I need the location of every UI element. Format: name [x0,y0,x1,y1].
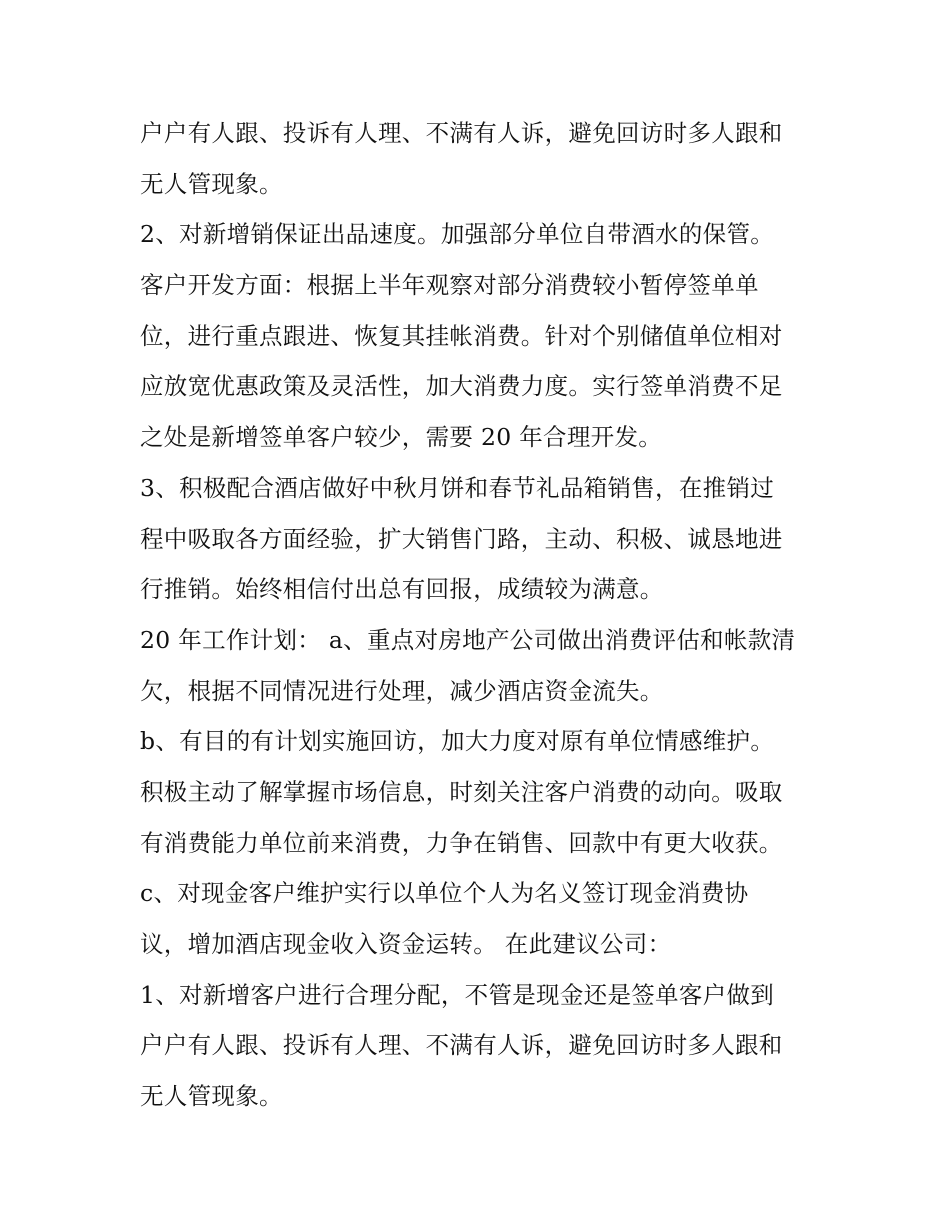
text-line: 位，进行重点跟进、恢复其挂帐消费。针对个别储值单位相对 [140,321,783,350]
text-line: 行推销。始终相信付出总有回报，成绩较为满意。 [140,575,664,604]
text-line: 无人管现象。 [140,1082,283,1111]
text-line: 客户开发方面：根据上半年观察对部分消费较小暂停签单单 [140,271,759,300]
text-line: 欠，根据不同情况进行处理，减少酒店资金流失。 [140,676,664,705]
text-line: 户户有人跟、投诉有人理、不满有人诉，避免回访时多人跟和 [140,119,783,147]
document-body [140,108,830,1122]
text-line: 无人管现象。 [140,169,283,198]
text-line: 之处是新增签单客户较少，需要 20 年合理开发。 [140,423,663,452]
text-line: c、对现金客户维护实行以单位个人为名义签订现金消费协 [140,879,749,908]
text-line: 积极主动了解掌握市场信息，时刻关注客户消费的动向。吸取 [140,777,783,806]
text-line: 3、积极配合酒店做好中秋月饼和春节礼品箱销售，在推销过 [140,473,775,502]
text-line: 应放宽优惠政策及灵活性，加大消费力度。实行签单消费不足 [140,372,783,401]
text-line: 1、对新增客户进行合理分配，不管是现金还是签单客户做到 [140,980,775,1009]
text-line: 议，增加酒店现金收入资金运转。 在此建议公司： [140,930,672,958]
text-line: 20 年工作计划： a、重点对房地产公司做出消费评估和帐款清 [140,625,796,654]
text-line: b、有目的有计划实施回访，加大力度对原有单位情感维护。 [140,727,775,756]
text-line: 程中吸取各方面经验，扩大销售门路，主动、积极、诚恳地进 [140,524,783,553]
text-line: 2、对新增销保证出品速度。加强部分单位自带酒水的保管。 [140,220,775,249]
text-line: 户户有人跟、投诉有人理、不满有人诉，避免回访时多人跟和 [140,1031,783,1060]
text-line: 有消费能力单位前来消费，力争在销售、回款中有更大收获。 [140,828,783,857]
